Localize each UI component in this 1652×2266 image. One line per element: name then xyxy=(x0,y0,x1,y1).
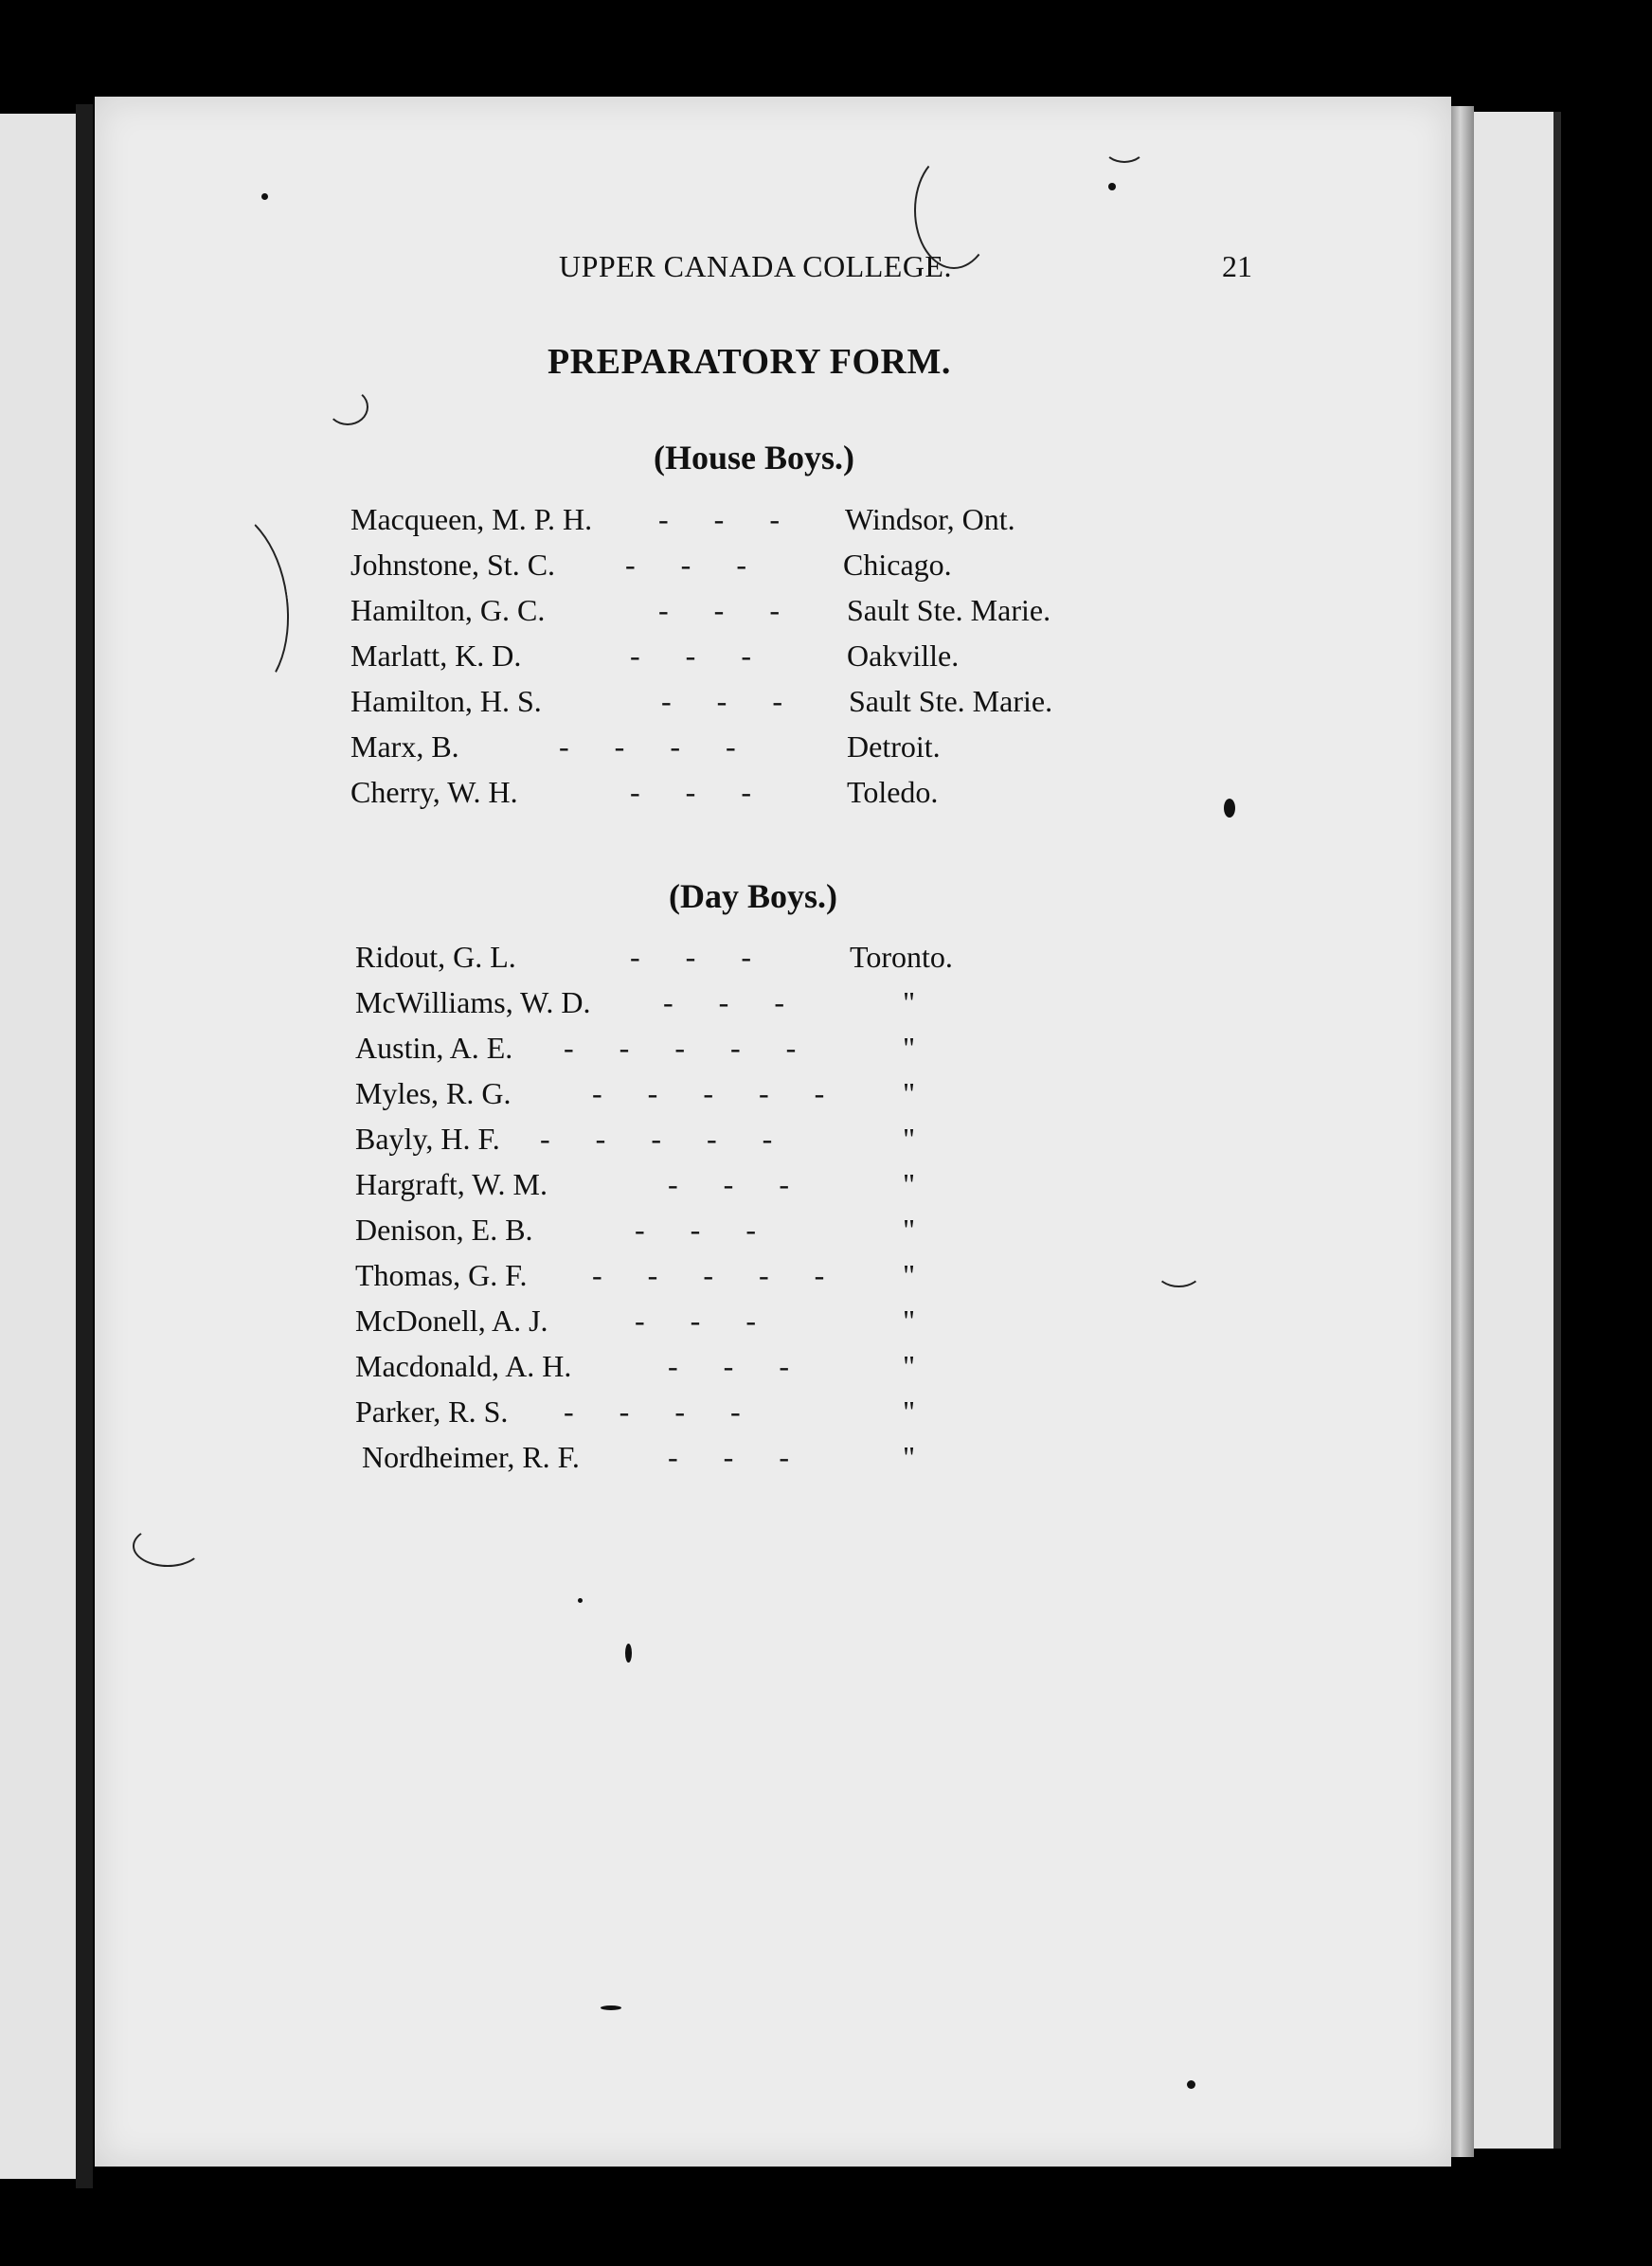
hair-stroke xyxy=(1104,133,1145,163)
list-item xyxy=(355,1167,1208,1213)
hair-stroke xyxy=(327,388,368,425)
leader-dashes: - - - - xyxy=(564,1394,741,1429)
leader-dashes: - - - - - xyxy=(540,1122,773,1156)
leader-dashes: - - - xyxy=(630,638,751,673)
list-item xyxy=(355,1258,1208,1304)
leader-dashes: - - - xyxy=(635,1304,756,1338)
ditto-mark: " xyxy=(903,1440,916,1474)
ditto-mark: " xyxy=(903,985,916,1019)
leader-dashes: - - - - - xyxy=(592,1076,825,1110)
scan-speck xyxy=(601,2005,621,2010)
list-item xyxy=(355,1349,1208,1394)
leader-dashes: - - - xyxy=(661,684,782,718)
list-item xyxy=(355,1394,1208,1440)
scan-speck xyxy=(625,1644,632,1663)
list-item xyxy=(350,502,1203,548)
leader-dashes: - - - - - xyxy=(564,1031,797,1065)
list-item xyxy=(355,940,1208,985)
student-name: Thomas, G. F. xyxy=(355,1258,528,1292)
list-item xyxy=(355,1076,1208,1122)
student-name: Marx, B. xyxy=(350,729,459,764)
leader-dashes: - - - - - xyxy=(592,1258,825,1292)
hair-stroke xyxy=(1156,1255,1202,1287)
ditto-mark: " xyxy=(903,1213,916,1247)
student-name: Macqueen, M. P. H. xyxy=(350,502,593,536)
ditto-mark: " xyxy=(903,1258,916,1292)
book-edge xyxy=(1553,112,1561,2149)
ditto-mark: " xyxy=(903,1304,916,1338)
leader-dashes: - - - xyxy=(658,593,780,627)
underlying-pages xyxy=(1474,112,1553,2149)
list-item xyxy=(350,548,1203,593)
ditto-mark: " xyxy=(903,1031,916,1065)
scan-speck xyxy=(261,193,268,200)
list-item xyxy=(355,1122,1208,1167)
ditto-mark: " xyxy=(903,1122,916,1156)
list-item xyxy=(350,729,1203,775)
hometown: Sault Ste. Marie. xyxy=(849,684,1053,718)
running-head: UPPER CANADA COLLEGE. xyxy=(559,249,952,283)
hair-stroke xyxy=(914,152,994,269)
hometown: Sault Ste. Marie. xyxy=(847,593,1051,627)
student-name: Hamilton, H. S. xyxy=(350,684,542,718)
gutter-shadow xyxy=(76,104,93,2188)
hometown: Oakville. xyxy=(847,638,960,673)
leader-dashes: - - - xyxy=(668,1349,789,1383)
hometown: Chicago. xyxy=(843,548,952,582)
ditto-mark: " xyxy=(903,1394,916,1429)
leader-dashes: - - - xyxy=(668,1440,789,1474)
leader-dashes: - - - xyxy=(630,775,751,809)
facing-page-edge xyxy=(0,114,76,2179)
student-name: McWilliams, W. D. xyxy=(355,985,591,1019)
day-boys-heading: (Day Boys.) xyxy=(669,877,837,915)
leader-dashes: - - - - xyxy=(559,729,736,764)
leader-dashes: - - - xyxy=(663,985,784,1019)
ditto-mark: " xyxy=(903,1349,916,1383)
hometown: Windsor, Ont. xyxy=(845,502,1015,536)
form-title: PREPARATORY FORM. xyxy=(548,342,951,382)
hometown: Detroit. xyxy=(847,729,941,764)
list-item xyxy=(350,593,1203,638)
hometown: Toledo. xyxy=(847,775,939,809)
scan-speck xyxy=(1187,2080,1195,2089)
student-name: Hamilton, G. C. xyxy=(350,593,546,627)
list-item xyxy=(355,1031,1208,1076)
student-name: Parker, R. S. xyxy=(355,1394,509,1429)
leader-dashes: - - - xyxy=(658,502,780,536)
list-item xyxy=(350,775,1203,820)
list-item xyxy=(350,684,1203,729)
student-name: Macdonald, A. H. xyxy=(355,1349,572,1383)
hometown: Toronto. xyxy=(850,940,953,974)
student-name: Myles, R. G. xyxy=(355,1076,512,1110)
page-edge-shadow xyxy=(1451,106,1474,2157)
ditto-mark: " xyxy=(903,1167,916,1201)
student-name: Johnstone, St. C. xyxy=(350,548,556,582)
list-item xyxy=(350,638,1203,684)
student-name: Marlatt, K. D. xyxy=(350,638,522,673)
student-name: Bayly, H. F. xyxy=(355,1122,500,1156)
student-name: Austin, A. E. xyxy=(355,1031,513,1065)
leader-dashes: - - - xyxy=(635,1213,756,1247)
leader-dashes: - - - xyxy=(630,940,751,974)
student-name: Hargraft, W. M. xyxy=(355,1167,548,1201)
student-name: Denison, E. B. xyxy=(355,1213,533,1247)
ditto-mark: " xyxy=(903,1076,916,1110)
scan-speck xyxy=(578,1598,583,1603)
leader-dashes: - - - xyxy=(625,548,746,582)
page-number: 21 xyxy=(1222,249,1252,283)
list-item xyxy=(362,1440,1214,1485)
hair-stroke xyxy=(133,1525,203,1567)
scan-speck xyxy=(1224,799,1235,818)
student-name: McDonell, A. J. xyxy=(355,1304,548,1338)
scan-speck xyxy=(1108,183,1116,190)
leader-dashes: - - - xyxy=(668,1167,789,1201)
list-item xyxy=(355,1304,1208,1349)
student-name: Nordheimer, R. F. xyxy=(362,1440,580,1474)
student-name: Ridout, G. L. xyxy=(355,940,516,974)
list-item xyxy=(355,1213,1208,1258)
house-boys-heading: (House Boys.) xyxy=(654,439,855,477)
student-name: Cherry, W. H. xyxy=(350,775,518,809)
list-item xyxy=(355,985,1208,1031)
